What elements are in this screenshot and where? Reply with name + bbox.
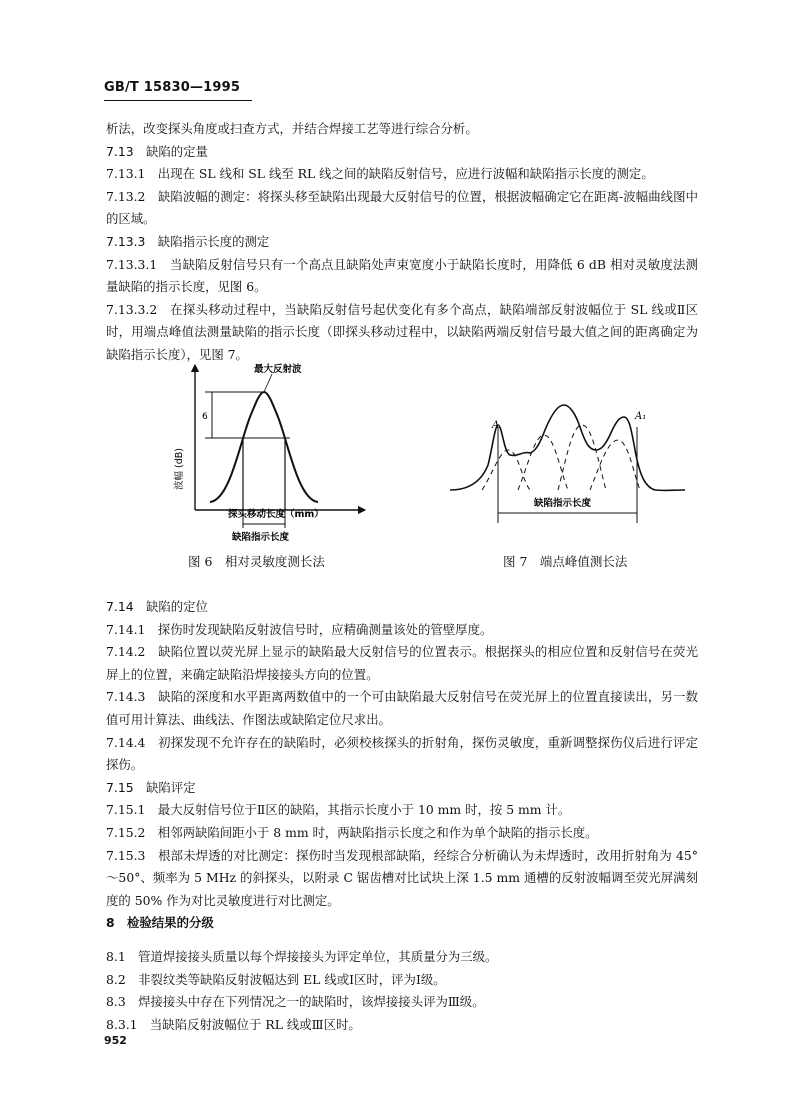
figure-6-caption: 图 6 相对灵敏度测长法 (188, 554, 325, 569)
paragraph: 析法，改变探头角度或扫查方式，并结合焊接工艺等进行综合分析。 (106, 121, 478, 136)
x-axis-label: 探头移动长度（mm） (228, 509, 324, 520)
paragraph: 8.3.1 当缺陷反射波幅位于 RL 线或Ⅲ区时。 (106, 1016, 361, 1032)
envelope-curve (450, 405, 685, 490)
label-a: A (492, 420, 500, 431)
paragraph: 8.1 管道焊接接头质量以每个焊接接头为评定单位，其质量分为三级。 (106, 949, 498, 964)
text-block-1 (106, 118, 698, 367)
paragraph: 7.14.4 初探发现不允许存在的缺陷时，必须校核探头的折射角，探伤灵敏度，重新调整探伤仪后进行评定探伤。 (106, 734, 698, 773)
figure-7 (440, 395, 690, 535)
peak-pointer (264, 374, 272, 392)
label-a1: A₁ (635, 411, 647, 422)
dashed-echo (590, 440, 640, 490)
paragraph: 7.15.2 相邻两缺陷间距小于 8 mm 时，两缺陷指示长度之和作为单个缺陷的指示长度。 (106, 824, 598, 840)
figure-7-caption: 图 7 端点峰值测长法 (503, 554, 628, 569)
y-axis-label: 波幅 (dB) (174, 448, 185, 490)
six-db-label: 6 (202, 412, 208, 422)
page-number: 952 (104, 1034, 127, 1047)
heading-7-13: 7.13 缺陷的定量 (106, 143, 208, 159)
section-8-title: 8 检验结果的分级 (106, 915, 214, 930)
heading-7-15: 7.15 缺陷评定 (106, 779, 196, 795)
paragraph: 8.3 焊接接头中存在下列情况之一的缺陷时，该焊接接头评为Ⅲ级。 (106, 994, 485, 1010)
paragraph: 7.14.3 缺陷的深度和水平距离两数值中的一个可由缺陷最大反射信号在荧光屏上的位置直接读出，另一数值可用计算法、曲线法、作图法或缺陷定位尺求出。 (106, 689, 698, 727)
paragraph: 8.2 非裂纹类等缺陷反射波幅达到 EL 线或Ⅰ区时，评为Ⅰ级。 (106, 971, 446, 987)
paragraph: 7.15.3 根部未焊透的对比测定：探伤时当发现根部缺陷，经综合分析确认为未焊透时，改用折射角为 45°～50°、频率为 5 MHz 的斜探头，以附录 C 锯齿槽对比试块上深 1.5 mm 通槽的反射波幅调至荧光屏满刻度的 50% 作为对比灵敏度进行对比测定。 (106, 847, 698, 908)
heading-7-14: 7.14 缺陷的定位 (106, 599, 208, 614)
length-label: 缺陷指示长度 (232, 532, 290, 542)
paragraph: 7.15.1 最大反射信号位于Ⅱ区的缺陷，其指示长度小于 10 mm 时，按 5 mm 计。 (106, 802, 571, 818)
echo-curve (210, 392, 318, 502)
text-block-2 (106, 596, 698, 912)
standard-number: GB/T 15830—1995 (104, 80, 241, 95)
paragraph: 7.14.2 缺陷位置以荧光屏上显示的缺陷最大反射信号的位置表示。根据探头的相应位置和反射信号在荧光屏上的位置，来确定缺陷沿焊接接头方向的位置。 (106, 644, 698, 682)
paragraph: 7.13.1 出现在 SL 线和 SL 线至 RL 线之间的缺陷反射信号，应进行波幅和缺陷指示长度的测定。 (106, 166, 654, 182)
dashed-echo (482, 450, 530, 490)
peak-label: 最大反射波 (254, 364, 302, 375)
figure-6 (150, 362, 370, 542)
length-label: 缺陷指示长度 (534, 498, 592, 509)
paragraph: 7.14.1 探伤时发现缺陷反射波信号时，应精确测量该处的管壁厚度。 (106, 621, 493, 637)
text-block-3 (106, 946, 698, 1036)
header-rule (104, 100, 252, 101)
heading-7-13-3: 7.13.3 缺陷指示长度的测定 (106, 233, 270, 249)
paragraph: 7.13.3.2 在探头移动过程中，当缺陷反射信号起伏变化有多个高点，缺陷端部反射波幅位于 SL 线或Ⅱ区时，用端点峰值法测量缺陷的指示长度（即探头移动过程中，以缺陷两端反射信号最大值之间的距离确定为缺陷指示长度），见图 7。 (106, 301, 698, 362)
paragraph: 7.13.3.1 当缺陷反射信号只有一个高点且缺陷处声束宽度小于缺陷长度时，用降低 6 dB 相对灵敏度法测量缺陷的指示长度，见图 6。 (106, 256, 698, 295)
paragraph: 7.13.2 缺陷波幅的测定：将探头移至缺陷出现最大反射信号的位置，根据波幅确定它在距离-波幅曲线图中的区域。 (106, 188, 698, 227)
